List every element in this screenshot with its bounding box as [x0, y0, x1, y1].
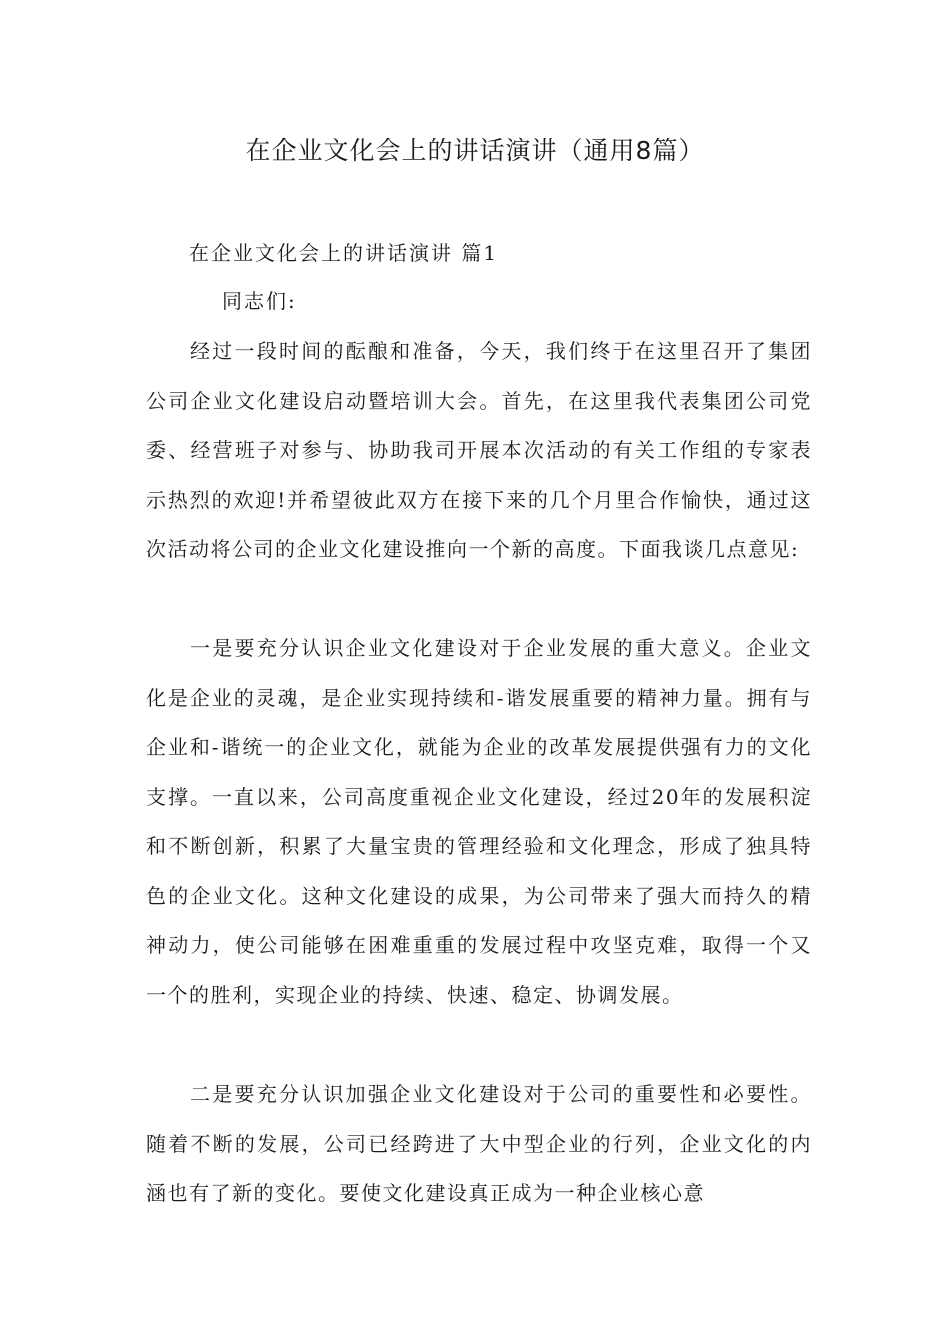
body-paragraph: 二是要充分认识加强企业文化建设对于公司的重要性和必要性。随着不断的发展，公司已经跨进了大中型企业的行列，企业文化的内涵也有了新的变化。要使文化建设真正成为一种企业核心意	[146, 1082, 812, 1205]
document-title: 在企业文化会上的讲话演讲（通用8篇）	[245, 136, 705, 165]
body-paragraph: 经过一段时间的酝酿和准备，今天，我们终于在这里召开了集团公司企业文化建设启动暨培训大会。首先，在这里我代表集团公司党委、经营班子对参与、协助我司开展本次活动的有关工作组的专家表示热烈的欢迎!并希望彼此双方在接下来的几个月里合作愉快，通过这次活动将公司的企业文化建设推向一个新的高度。下面我谈几点意见:	[146, 339, 812, 561]
section-heading: 在企业文化会上的讲话演讲 篇1	[189, 241, 499, 265]
body-paragraph: 一是要充分认识企业文化建设对于企业发展的重大意义。企业文化是企业的灵魂，是企业实现持续和-谐发展重要的精神力量。拥有与企业和-谐统一的企业文化，就能为企业的改革发展提供强有力的文化支撑。一直以来，公司高度重视企业文化建设，经过20年的发展积淀和不断创新，积累了大量宝贵的管理经验和文化理念，形成了独具特色的企业文化。这种文化建设的成果，为公司带来了强大而持久的精神动力，使公司能够在困难重重的发展过程中攻坚克难，取得一个又一个的胜利，实现企业的持续、快速、稳定、协调发展。	[146, 636, 812, 1007]
greeting-line: 同志们:	[222, 289, 297, 313]
